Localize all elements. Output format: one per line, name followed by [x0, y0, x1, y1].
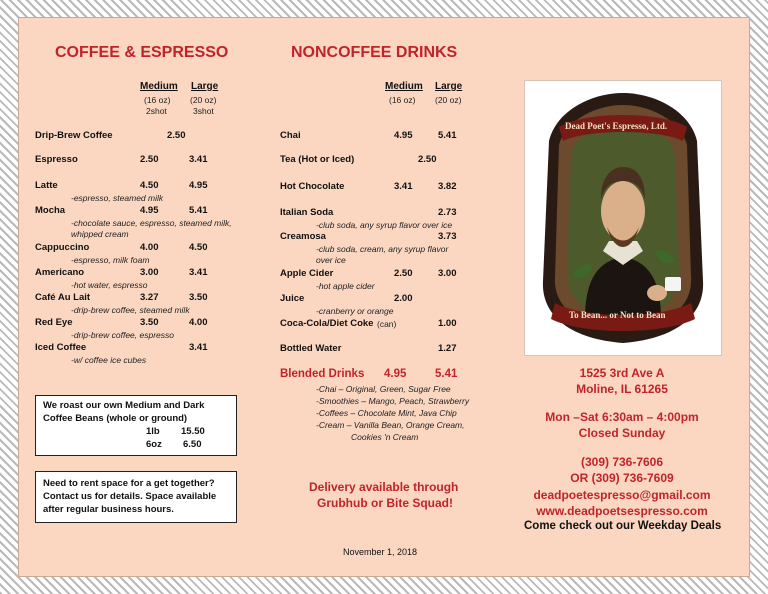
menu-item-name: Apple Cider	[280, 268, 334, 279]
menu-item-price-medium: 3.50	[140, 317, 159, 328]
weekday-deals: Come check out our Weekday Deals	[524, 520, 722, 532]
menu-item-description: -w/ coffee ice cubes	[71, 355, 147, 365]
email-link[interactable]: deadpoetespresso@gmail.com	[533, 488, 711, 502]
menu-item-price-large: 5.41	[438, 130, 457, 141]
menu-panel	[18, 17, 750, 577]
menu-item-description: -club soda, any syrup flavor over ice	[316, 220, 453, 230]
beans-qty-1lb: 1lb	[146, 426, 160, 437]
noncoffee-size-large: (20 oz)	[435, 95, 462, 105]
menu-item-description: -espresso, steamed milk	[71, 193, 164, 203]
menu-item-price-large: 3.50	[189, 292, 208, 303]
menu-item-price: 3.73	[438, 231, 457, 242]
menu-item-name: Espresso	[35, 154, 78, 165]
rent-line3: after regular business hours.	[43, 504, 174, 515]
blended-option: -Smoothies – Mango, Peach, Strawberry	[316, 396, 470, 406]
menu-item-description: -hot apple cider	[316, 281, 375, 291]
menu-item-price-medium: 3.00	[140, 267, 159, 278]
beans-price-1lb: 15.50	[181, 426, 205, 437]
logo-tagline-text: To Bean... or Not to Bean	[569, 310, 666, 320]
coffee-col-medium: Medium	[140, 81, 178, 92]
menu-item-description: -drip-brew coffee, espresso	[71, 330, 174, 340]
menu-item-name: Mocha	[35, 205, 66, 216]
blended-option: -Cream – Vanilla Bean, Orange Cream,	[316, 420, 465, 430]
coffee-size-medium: (16 oz)	[144, 95, 171, 105]
noncoffee-title: NONCOFFEE DRINKS	[291, 44, 458, 61]
menu-item-name: Chai	[280, 130, 301, 141]
address-line2: Moline, IL 61265	[576, 382, 668, 396]
menu-item-name: Cappuccino	[35, 242, 90, 253]
noncoffee-col-large: Large	[435, 81, 463, 92]
menu-item-name: Juice	[280, 293, 305, 304]
hours-line1: Mon –Sat 6:30am – 4:00pm	[545, 410, 699, 424]
delivery-line1: Delivery available through	[309, 480, 459, 494]
dead-poets-logo	[524, 80, 722, 356]
menu-item-name: Italian Soda	[280, 207, 334, 218]
roasted-beans-box	[35, 395, 237, 456]
menu-item-price-large: 4.95	[189, 180, 208, 191]
blended-option: Cookies 'n Cream	[351, 432, 419, 442]
menu-item-description: -espresso, milk foam	[71, 255, 150, 265]
rent-line1: Need to rent space for a get together?	[43, 478, 215, 489]
menu-item-name: Coca-Cola/Diet Coke	[280, 318, 374, 329]
phone-line2[interactable]: OR (309) 736-7609	[570, 471, 674, 485]
coffee-shot-medium: 2shot	[146, 106, 167, 116]
menu-item-description: -drip-brew coffee, steamed milk	[71, 305, 190, 315]
coffee-col-large: Large	[191, 81, 219, 92]
menu-item-price-large: 3.00	[438, 268, 457, 279]
menu-item-name: Americano	[35, 267, 85, 278]
blended-option: -Chai – Original, Green, Sugar Free	[316, 384, 451, 394]
menu-item-name: Café Au Lait	[35, 292, 91, 303]
menu-item-price-medium: 4.00	[140, 242, 159, 253]
beans-price-6oz: 6.50	[183, 439, 202, 450]
blended-option: -Coffees – Chocolate Mint, Java Chip	[316, 408, 457, 418]
menu-item-price-large: 5.41	[189, 205, 208, 216]
address-line1: 1525 3rd Ave A	[579, 366, 665, 380]
beans-line2: Coffee Beans (whole or ground)	[43, 413, 188, 424]
menu-item-price-large: 3.41	[189, 154, 208, 165]
menu-item-price-medium: 3.27	[140, 292, 159, 303]
menu-item-description: whipped cream	[71, 229, 129, 239]
menu-item-name: Latte	[35, 180, 58, 191]
menu-item-can-note: (can)	[377, 319, 397, 329]
menu-item-price: 2.50	[167, 130, 186, 141]
menu-item-price-medium: 4.95	[140, 205, 159, 216]
rent-space-box	[35, 471, 237, 523]
menu-item-price-medium: 2.50	[394, 268, 413, 279]
menu-item-price: 2.73	[438, 207, 457, 218]
delivery-line2: Grubhub or Bite Squad!	[317, 496, 453, 510]
menu-item-price-large: 4.00	[189, 317, 208, 328]
blended-price-large: 5.41	[435, 368, 458, 380]
menu-item-description: -chocolate sauce, espresso, steamed milk,	[71, 218, 232, 228]
menu-item-price-large: 3.82	[438, 181, 457, 192]
menu-item-description: over ice	[316, 255, 346, 265]
noncoffee-col-medium: Medium	[385, 81, 423, 92]
footer-date: November 1, 2018	[343, 547, 418, 557]
noncoffee-size-medium: (16 oz)	[389, 95, 416, 105]
menu-item-price: 1.27	[438, 343, 457, 354]
menu-item-price-medium: 4.95	[394, 130, 413, 141]
shakespeare-face	[601, 181, 645, 241]
logo-title-text: Dead Poet's Espresso, Ltd.	[565, 121, 668, 131]
menu-item-name: Bottled Water	[280, 343, 342, 354]
menu-item-price-medium: 4.50	[140, 180, 159, 191]
menu-item-price-large: 4.50	[189, 242, 208, 253]
menu-item-description: -club soda, cream, any syrup flavor	[316, 244, 449, 254]
menu-item-name: Tea (Hot or Iced)	[280, 154, 355, 165]
coffee-size-large: (20 oz)	[190, 95, 217, 105]
menu-item-price: 1.00	[438, 318, 457, 329]
coffee-cup-icon	[665, 277, 681, 291]
menu-item-name: Hot Chocolate	[280, 181, 345, 192]
blended-price-medium: 4.95	[384, 368, 407, 380]
shakespeare-hand	[647, 285, 667, 301]
beans-line1: We roast our own Medium and Dark	[43, 400, 205, 411]
phone-line1[interactable]: (309) 736-7606	[580, 455, 664, 469]
rent-line2: Contact us for details. Space available	[43, 491, 217, 502]
menu-item-description: -hot water, espresso	[71, 280, 148, 290]
menu-item-price-large: 3.41	[189, 342, 208, 353]
menu-item-name: Drip-Brew Coffee	[35, 130, 113, 141]
blended-drinks-title: Blended Drinks	[280, 368, 365, 380]
coffee-title: COFFEE & ESPRESSO	[55, 44, 229, 61]
menu-item-price-medium: 2.50	[140, 154, 159, 165]
menu-item-price-large: 3.41	[189, 267, 208, 278]
menu-item-price: 2.00	[394, 293, 413, 304]
website-link[interactable]: www.deadpoetsespresso.com	[536, 504, 708, 518]
beans-qty-6oz: 6oz	[146, 439, 162, 450]
coffee-shot-large: 3shot	[193, 106, 214, 116]
menu-item-price-medium: 3.41	[394, 181, 413, 192]
menu-item-description: -cranberry or orange	[316, 306, 394, 316]
menu-item-name: Red Eye	[35, 317, 73, 328]
menu-item-name: Iced Coffee	[35, 342, 87, 353]
menu-item-price: 2.50	[418, 154, 437, 165]
menu-item-name: Creamosa	[280, 231, 326, 242]
hours-line2: Closed Sunday	[578, 426, 666, 440]
